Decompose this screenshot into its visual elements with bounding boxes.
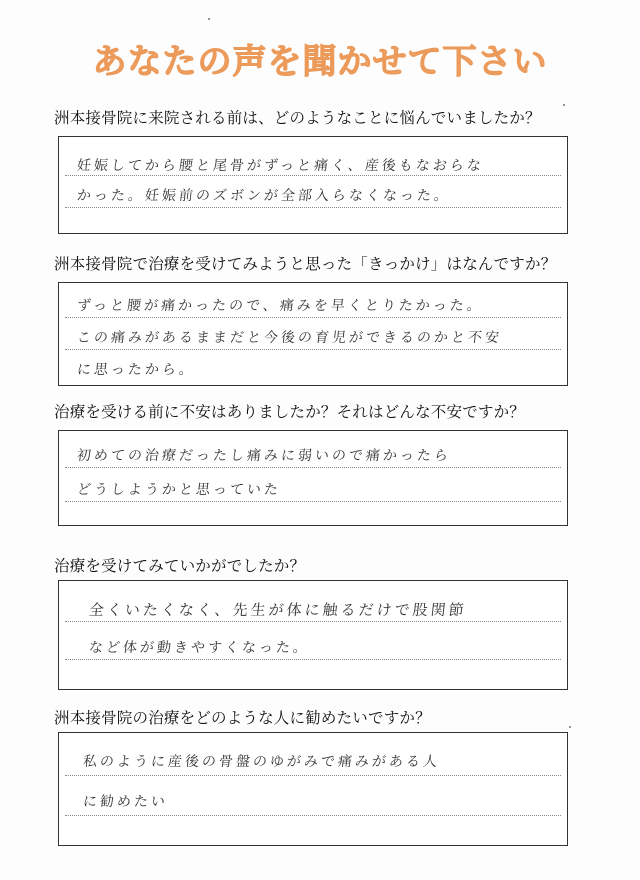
answer-5-line-1: 私のように産後の骨盤のゆがみで痛みがある人 (82, 754, 441, 770)
answer-box-2 (58, 282, 568, 386)
answer-box-5 (58, 732, 568, 846)
section-5 (50, 706, 570, 856)
answer-3-line-1: 初めての治療だったし痛みに弱いので痛かったら (76, 448, 452, 464)
answer-4-line-2: など体が動きやすくなった。 (88, 640, 311, 656)
answer-line-rule (65, 501, 561, 502)
answer-line-rule (65, 175, 561, 176)
answer-line-rule (65, 349, 561, 350)
question-4: 治療を受けてみていかがでしたか？ (54, 557, 306, 575)
answer-line-rule (65, 815, 561, 816)
question-3: 治療を受ける前に不安はありましたか？それはどんな不安ですか？ (54, 403, 526, 421)
answer-2-line-3: に思ったから。 (76, 362, 197, 378)
scan-speck (569, 726, 571, 728)
answer-line-rule (65, 659, 561, 660)
answer-line-rule (65, 775, 561, 776)
scan-speck (208, 18, 210, 20)
answer-4-line-1: 全くいたくなく、先生が体に触るだけで股関節 (88, 601, 468, 619)
answer-1-line-1: 妊娠してから腰と尾骨がずっと痛く、産後もなおらな (76, 158, 485, 174)
answer-2-line-2: この痛みがあるままだと今後の育児ができるのかと不安 (76, 330, 503, 346)
question-5: 洲本接骨院の治療をどのような人に勧めたいですか？ (54, 709, 431, 727)
answer-5-line-2: に勧めたい (82, 794, 169, 810)
section-3 (50, 400, 570, 530)
question-2: 洲本接骨院で治療を受けてみようと思った「きっかけ」はなんですか？ (54, 255, 557, 273)
section-1 (50, 106, 570, 246)
answer-3-line-2: どうしようかと思っていた (76, 482, 282, 498)
answer-1-line-2: かった。妊娠前のズボンが全部入らなくなった。 (76, 188, 452, 204)
answer-line-rule (65, 317, 561, 318)
answer-box-3 (58, 430, 568, 526)
answer-box-4 (58, 580, 568, 690)
page-title: あなたの声を聞かせて下さい (92, 42, 548, 82)
answer-line-rule (65, 621, 561, 622)
answer-2-line-1: ずっと腰が痛かったので、痛みを早くとりたかった。 (76, 298, 485, 314)
scan-speck (563, 104, 565, 106)
section-4 (50, 554, 570, 694)
answer-line-rule (65, 207, 561, 208)
answer-line-rule (65, 467, 561, 468)
question-1: 洲本接骨院に来院される前は、どのようなことに悩んでいましたか？ (54, 109, 541, 127)
answer-box-1 (58, 136, 568, 234)
section-2 (50, 252, 570, 394)
